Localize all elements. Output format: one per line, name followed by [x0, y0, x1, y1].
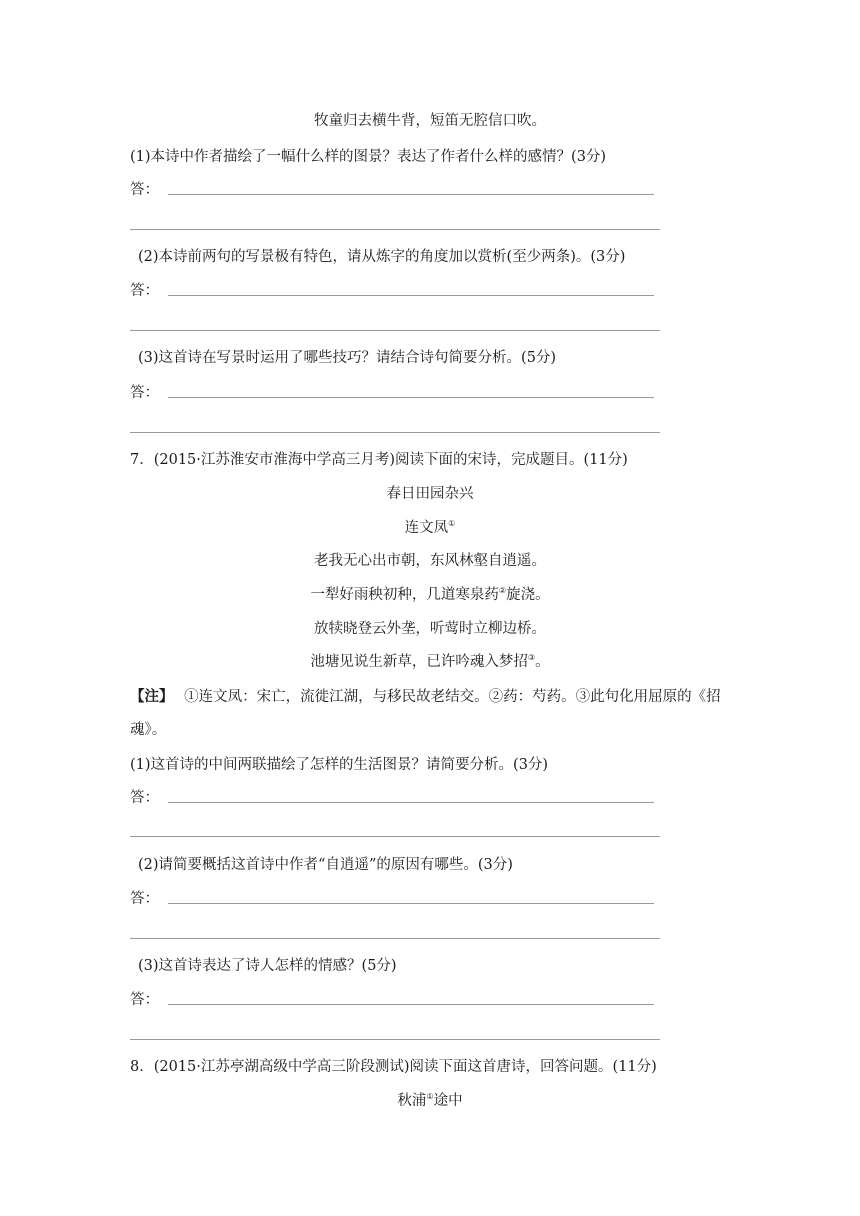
poem-author-name: 连文凤: [404, 520, 449, 536]
poem-line: [0, 652, 860, 672]
poem-line-continued: 牧童归去横牛背，短笛无腔信口吹。: [314, 113, 546, 129]
poem-notes-continued: 魂》。: [130, 722, 167, 738]
q7-sub1-prompt: (1)这首诗的中间两联描绘了怎样的生活图景？请简要分析。(3分): [130, 757, 549, 773]
note-text: ①连文凤：宋亡，流徙江湖，与移民故老结交。②药：芍药。③此句化用屈原的《招: [184, 689, 721, 705]
answer-label: 答：: [130, 790, 159, 806]
poem-title: 春日田园杂兴: [386, 486, 474, 502]
poem-title-text: 秋浦: [397, 1093, 427, 1109]
answer-label: 答：: [130, 182, 159, 198]
answer-line[interactable]: [130, 432, 660, 433]
footnote-marker: ①: [448, 519, 456, 528]
answer-line[interactable]: [130, 1039, 660, 1040]
poem-notes: [130, 687, 721, 707]
answer-label: 答：: [130, 283, 159, 299]
poem-title: [0, 1091, 860, 1111]
answer-line[interactable]: [168, 194, 654, 195]
poem-author: [0, 518, 860, 538]
note-label: 【注】: [130, 688, 174, 705]
q6-sub1-prompt: (1)本诗中作者描绘了一幅什么样的图景？表达了作者什么样的感情？(3分): [130, 149, 607, 165]
q7-header: 7．(2015·江苏淮安市淮海中学高三月考)阅读下面的宋诗，完成题目。(11分): [130, 452, 628, 468]
answer-line[interactable]: [130, 938, 660, 939]
poem-line-text: 。: [535, 654, 550, 670]
q6-sub2-prompt: (2)本诗前两句的写景极有特色，请从炼字的角度加以赏析(至少两条)。(3分): [138, 249, 626, 265]
poem-line: [0, 551, 860, 571]
poem-line: [0, 585, 860, 605]
poem-line: [0, 619, 860, 639]
poem-title-text: 途中: [433, 1093, 463, 1109]
answer-line[interactable]: [130, 836, 660, 837]
poem-line-text: 旋浇。: [506, 587, 550, 603]
footnote-marker: ①: [426, 1092, 434, 1101]
answer-label: 答：: [130, 992, 159, 1008]
answer-line[interactable]: [130, 330, 660, 331]
answer-line[interactable]: [168, 1004, 654, 1005]
footnote-marker: ②: [498, 586, 507, 595]
answer-line[interactable]: [168, 295, 654, 296]
q7-sub3-prompt: (3)这首诗表达了诗人怎样的情感？(5分): [138, 958, 397, 974]
q8-header: 8．(2015·江苏亭湖高级中学高三阶段测试)阅读下面这首唐诗，回答问题。(11分): [130, 1059, 657, 1075]
q6-sub3-prompt: (3)这首诗在写景时运用了哪些技巧？请结合诗句简要分析。(5分): [138, 350, 557, 366]
answer-line[interactable]: [130, 229, 660, 230]
q7-sub2-prompt: (2)请简要概括这首诗中作者“自逍遥”的原因有哪些。(3分): [138, 857, 513, 873]
answer-line[interactable]: [168, 903, 654, 904]
answer-label: 答：: [130, 385, 159, 401]
poem-line-text: 一犁好雨秧初种，几道寒泉药: [310, 587, 499, 603]
poem-line-text: 放犊晓登云外垄，听莺时立柳边桥。: [314, 621, 546, 637]
answer-line[interactable]: [168, 802, 654, 803]
answer-label: 答：: [130, 891, 159, 907]
poem-line-text: 老我无心出市朝，东风林壑自逍遥。: [314, 553, 546, 569]
footnote-marker: ③: [527, 653, 536, 662]
answer-line[interactable]: [168, 397, 654, 398]
poem-line-text: 池塘见说生新草，已许吟魂入梦招: [310, 654, 528, 670]
